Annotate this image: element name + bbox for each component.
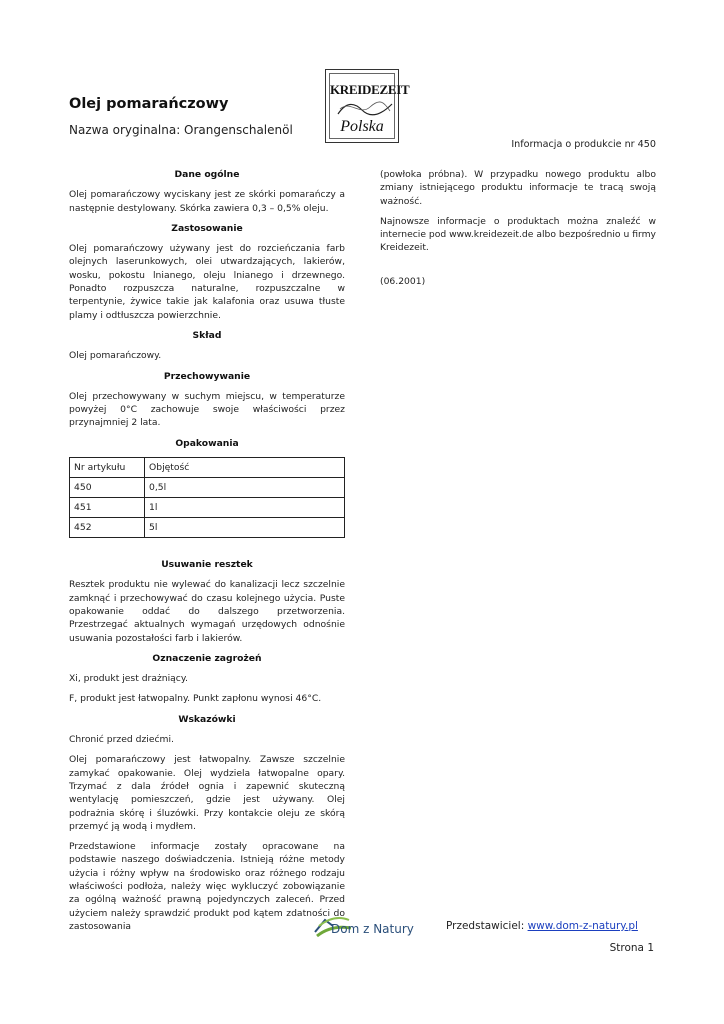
representative [446,920,638,932]
disposal-text: Resztek produktu nie wylewać do kanalizacji lecz szczelnie zamknąć i przechowywać do czasu kolejnego użycia. Puste opakowanie oddać do dalszego przetworzenia. Przestrzegać aktualnych wymagań urzędowych odnośnie usuwania pozostałości farb i lakierów. [69,579,345,644]
left-column [69,168,345,940]
composition-text: Olej pomarańczowy. [69,350,162,362]
table-row [70,518,345,538]
packaging-table [69,457,345,538]
page-title: Olej pomarańczowy [69,96,229,112]
storage-text: Olej przechowywany w suchym miejscu, w temperaturze powyżej 0°C zachowuje swoje właściwości przez przynajmniej 2 lata. [69,390,345,429]
section-heading-usage: Zastosowanie [171,222,243,234]
kreidezeit-logo [325,69,410,143]
table-row [70,478,345,498]
logo-region-text: Polska [340,118,384,135]
section-heading-disposal: Usuwanie resztek [161,559,253,571]
table-cell-article: 450 [70,478,145,498]
hazard-text-irritant: Xi, produkt jest drażniący. [69,673,188,685]
table-cell-article: 451 [70,498,145,518]
logo-swirl-icon [336,100,394,118]
table-cell-volume: 1l [145,498,345,518]
notes-text-disclaimer: Przedstawione informacje zostały opracowane na podstawie naszego doświadczenia. Istnieją różne metody użycia i różny wpływ na środowisko oraz różnego rodzaju właściwości podłoża, należy więc wykluczyć zobowiązanie za ogólną ważność prawną pojedynczych zaleceń. Przed użyciem należy sprawdzić produkt pod kątem zdatności do zastosowania [69,841,345,932]
table-header-cell: Objętość [145,458,345,478]
section-heading-storage: Przechowywanie [163,370,251,382]
document-date: (06.2001) [380,275,426,287]
table-cell-volume: 5l [145,518,345,538]
product-info-number: Informacja o produkcie nr 450 [511,139,656,150]
general-text: Olej pomarańczowy wyciskany jest ze skórki pomarańczy a następnie destylowany. Skórka zawiera 0,3 – 0,5% oleju. [69,189,345,214]
table-cell-volume: 0,5l [145,478,345,498]
section-heading-hazard: Oznaczenie zagrożeń [152,652,262,664]
representative-link[interactable]: www.dom-z-natury.pl [527,920,638,932]
table-row [70,498,345,518]
footer-logo-text: Dom z Natury [331,922,414,936]
continued-text: (powłoka próbna). W przypadku nowego produktu albo zmiany istniejącego produktu informacje te tracą swoją ważność. [380,169,656,207]
table-header-row [70,458,345,478]
hazard-text-flammable: F, produkt jest łatwopalny. Punkt zapłonu wynosi 46°C. [69,693,322,705]
section-heading-composition: Skład [192,329,222,341]
notes-text-children: Chronić przed dziećmi. [69,734,174,746]
page-number: Strona 1 [609,942,654,954]
table-header-cell: Nr artykułu [70,458,145,478]
dom-z-natury-logo [313,914,417,940]
section-heading-notes: Wskazówki [178,713,236,725]
usage-text: Olej pomarańczowy używany jest do rozcieńczania farb olejnych laserunkowych, olei utwardzających, lakierów, wosku, pokostu lnianego, oleju lnianego i drzewnego. Ponadto rozpuszcza naturalne, rozpuszczalne w terpentynie, żywice takie jak kalafonia oraz usuwa tłuste plamy i odtłuszcza powierzchnie. [69,243,345,321]
section-heading-packaging: Opakowania [175,437,239,449]
section-heading-general: Dane ogólne [174,169,240,180]
notes-text-safety: Olej pomarańczowy jest łatwopalny. Zawsze szczelnie zamykać opakowanie. Olej wydziela łatwopalne opary. Trzymać z dala źródeł ognia i zapewnić skuteczną wentylację pomieszczeń, gdzie jest używany. Olej podrażnia skórę i śluzówki. Przy kontakcie oleju ze skórą przemyć ją wodą i mydłem. [69,754,345,832]
table-cell-article: 452 [70,518,145,538]
logo-brand-text: KREIDEZEIT [330,82,410,97]
latest-info-text: Najnowsze informacje o produktach można znaleźć w internecie pod www.kreidezeit.de albo bezpośrednio u firmy Kreidezeit. [380,215,656,254]
right-column [380,168,656,295]
representative-label: Przedstawiciel: [446,920,525,932]
logo-frame [329,73,410,139]
original-name: Nazwa oryginalna: Orangenschalenöl [69,123,293,137]
